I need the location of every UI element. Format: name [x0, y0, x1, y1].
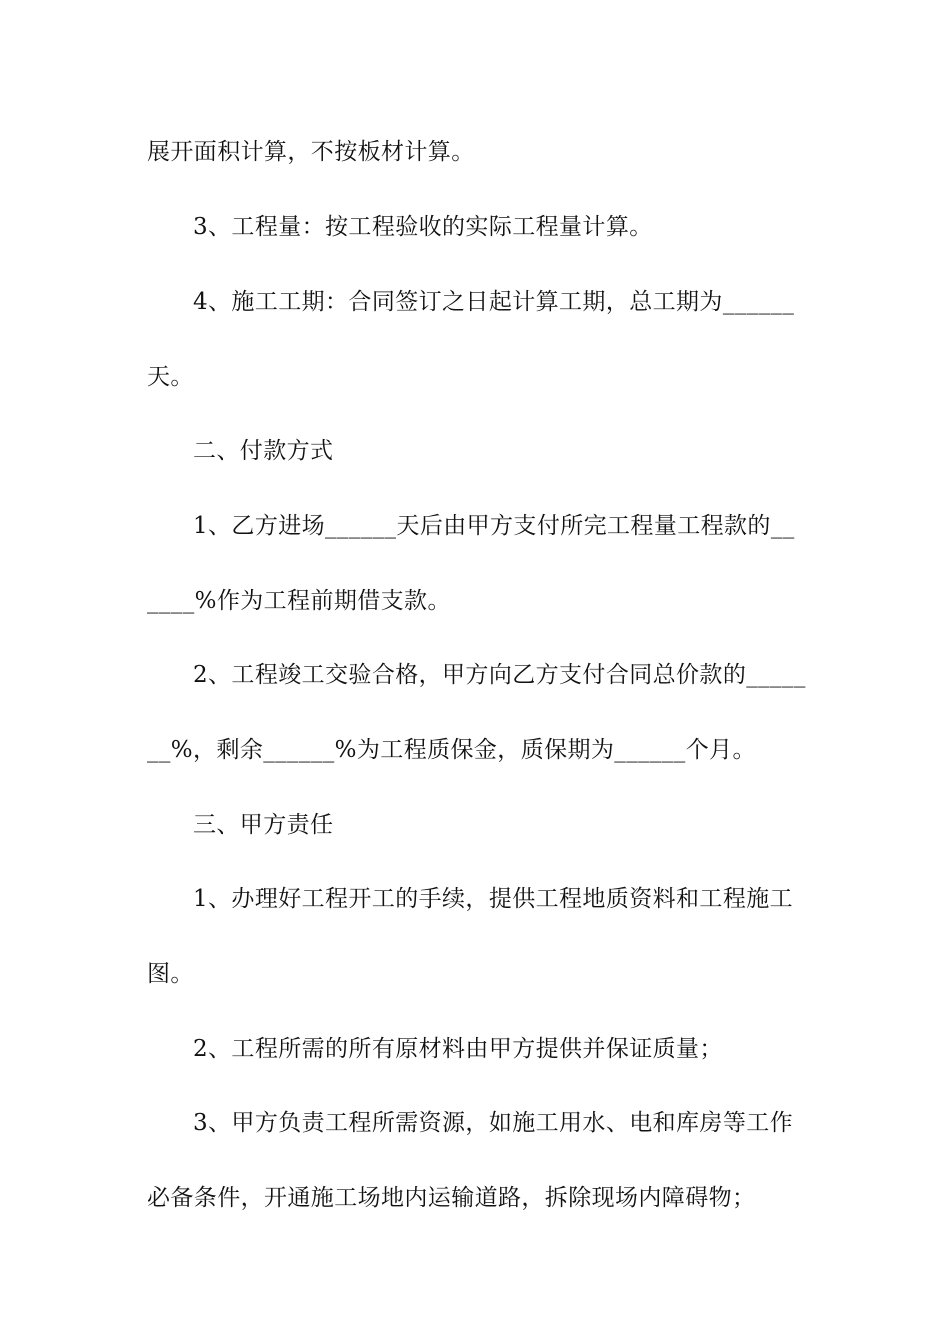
paragraph-line: 图。	[147, 961, 194, 987]
paragraph-line: 2、工程竣工交验合格，甲方向乙方支付合同总价款的_____	[193, 662, 806, 688]
paragraph-line: __%，剩余______%为工程质保金，质保期为______个月。	[147, 737, 756, 763]
section-heading: 二、付款方式	[193, 438, 334, 464]
paragraph-line: 4、施工工期：合同签订之日起计算工期，总工期为______	[193, 289, 795, 315]
paragraph-line: 1、办理好工程开工的手续，提供工程地质资料和工程施工	[193, 886, 794, 912]
section-heading: 三、甲方责任	[193, 812, 334, 838]
paragraph-line: ____%作为工程前期借支款。	[147, 588, 451, 614]
paragraph-line: 2、工程所需的所有原材料由甲方提供并保证质量；	[193, 1036, 723, 1062]
paragraph-line: 展开面积计算，不按板材计算。	[147, 139, 475, 165]
paragraph-line: 3、工程量：按工程验收的实际工程量计算。	[193, 214, 653, 240]
paragraph-line: 1、乙方进场______天后由甲方支付所完工程量工程款的__	[193, 513, 795, 539]
paragraph-line: 必备条件，开通施工场地内运输道路，拆除现场内障碍物；	[147, 1185, 756, 1211]
paragraph-line: 3、甲方负责工程所需资源，如施工用水、电和库房等工作	[193, 1110, 794, 1136]
paragraph-line: 天。	[147, 364, 194, 390]
